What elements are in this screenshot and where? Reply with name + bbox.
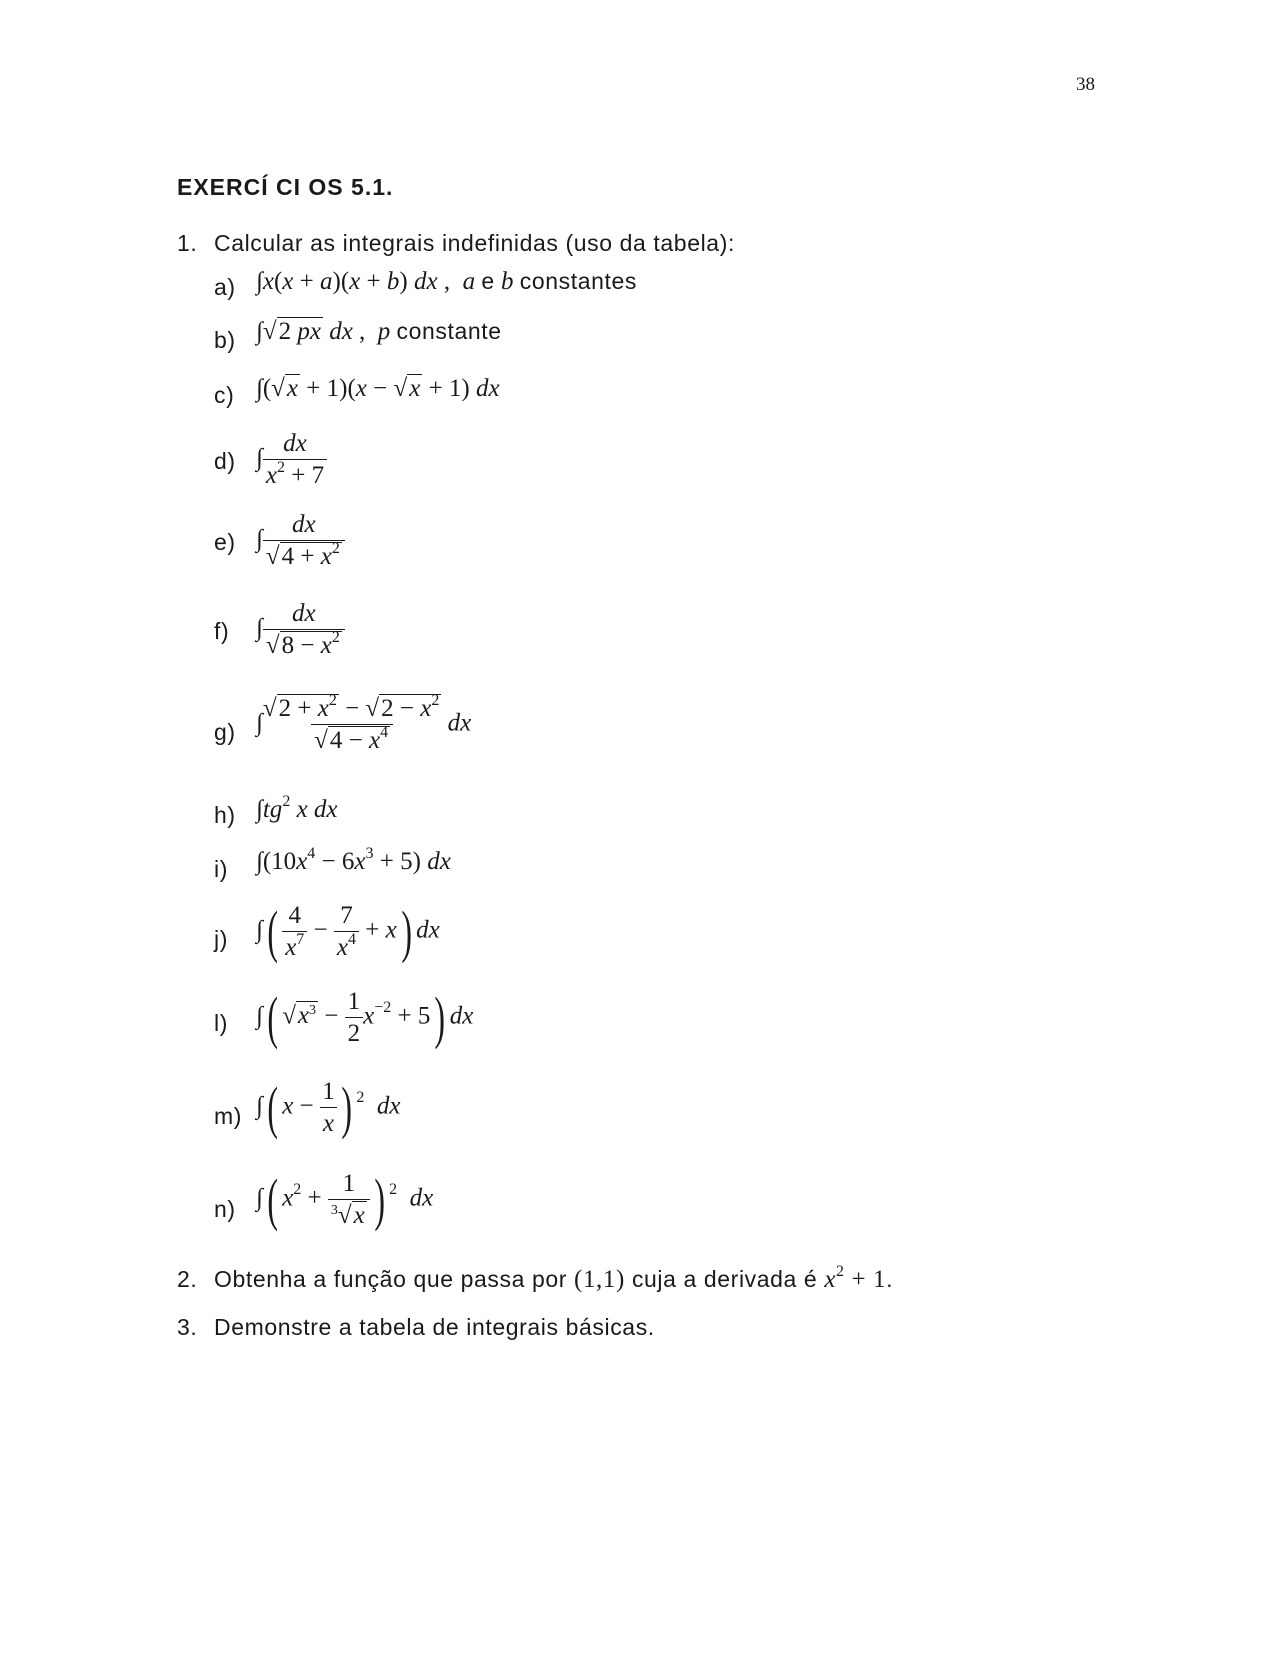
page-number: 38 xyxy=(1076,74,1095,95)
formula-h: $\int tg^2$ x dx xyxy=(256,793,338,823)
formula-d: ∫ $\frac{dx}{x^2 + 7}$ xyxy=(256,428,327,492)
formula-b: ∫√2 px dx , p constante xyxy=(256,318,502,345)
item-label: f) xyxy=(214,618,230,644)
note-text: constante xyxy=(396,318,502,344)
problem-number: 2. xyxy=(177,1266,198,1292)
derivative-expression: $x^2 + 1$ xyxy=(824,1263,887,1293)
item-label: i) xyxy=(214,856,228,882)
problem-text: cuja a derivada é xyxy=(631,1266,818,1292)
item-label: l) xyxy=(214,1010,228,1036)
problem-text: Calcular as integrais indefinidas (uso da tabela): xyxy=(214,230,735,256)
problem-3 xyxy=(177,1314,655,1341)
problem-number: 1. xyxy=(177,230,198,256)
period: . xyxy=(886,1266,894,1292)
problem-number: 3. xyxy=(177,1314,198,1340)
item-label: h) xyxy=(214,802,236,828)
problem-text: Obtenha a função que passa por xyxy=(214,1266,568,1292)
problem-1 xyxy=(177,230,735,257)
formula-f: ∫ $\frac{dx}{√8 - x^2}$ xyxy=(256,598,345,662)
formula-m: ∫( x − $\frac{1}{x}$ ) $^2$ dx xyxy=(256,1074,401,1140)
item-label: a) xyxy=(214,274,236,300)
formula-c: ∫(√x + 1)(x − √x + 1) dx xyxy=(256,375,500,402)
formula-e: ∫ $\frac{dx}{√4 + x^2}$ xyxy=(256,509,345,573)
formula-l: ∫( $√x^3$ − $\frac{1}{2}$ $x^{-2} + 5$) dx xyxy=(256,984,474,1050)
item-label: g) xyxy=(214,719,236,745)
note-text: constantes xyxy=(519,268,637,294)
formula-n: ∫( $x^2$ + $\frac{1}{^3√x}$ ) $^2$ dx xyxy=(256,1166,434,1232)
note-connector: e xyxy=(481,268,495,294)
problem-2 xyxy=(177,1263,894,1293)
item-label: m) xyxy=(214,1103,243,1129)
formula-g: ∫ $\frac{√2 + x^2 - √2 - x^2}{√4 - x^4}$ dx xyxy=(256,693,471,757)
problem-text: Demonstre a tabela de integrais básicas. xyxy=(214,1314,655,1340)
formula-i: $\int(10x^4 - 6x^3 + 5)$ dx xyxy=(256,845,451,875)
formula-j: ∫( $\frac{4}{x^7}$ − $\frac{7}{x^4}$ + x) dx xyxy=(256,898,440,964)
item-label: c) xyxy=(214,382,235,408)
section-title: EXERCÍ CI OS 5.1. xyxy=(177,174,394,200)
item-label: j) xyxy=(214,926,228,952)
item-label: b) xyxy=(214,327,236,353)
formula-a: ∫x(x + a)(x + b) dx , a e b constantes xyxy=(256,268,637,295)
item-label: n) xyxy=(214,1196,236,1222)
item-label: d) xyxy=(214,448,236,474)
point: (1,1) xyxy=(574,1266,625,1293)
item-label: e) xyxy=(214,529,236,555)
